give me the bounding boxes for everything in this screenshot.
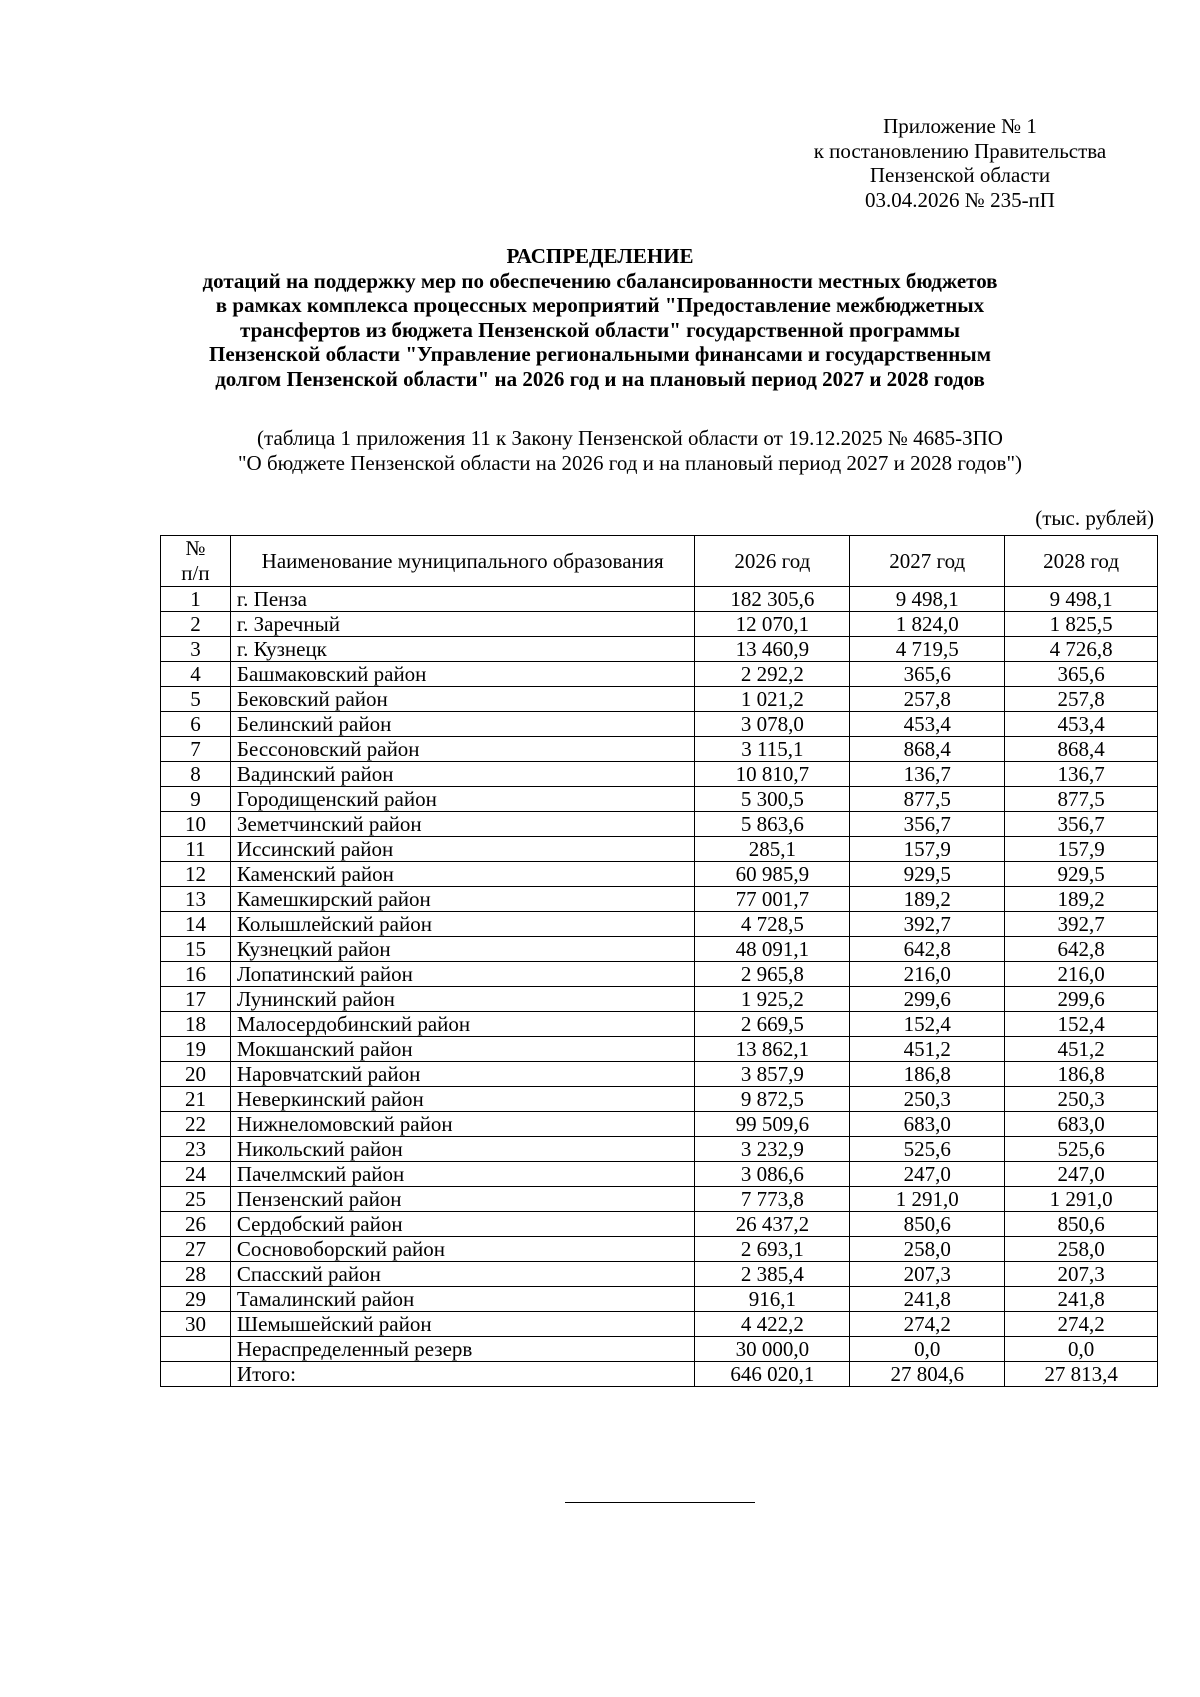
row-municipality: Вадинский район: [230, 762, 695, 787]
table-row: [161, 1362, 1158, 1387]
appendix-line-2: к постановлению Правительства: [813, 138, 1107, 163]
row-municipality: Колышлейский район: [230, 912, 695, 937]
row-value-2028: 250,3: [1005, 1087, 1158, 1112]
row-municipality: г. Заречный: [230, 612, 695, 637]
table-row: [161, 762, 1158, 787]
row-value-2028: 365,6: [1005, 662, 1158, 687]
row-value-2027: 299,6: [850, 987, 1005, 1012]
table-row: [161, 1037, 1158, 1062]
row-value-2028: 247,0: [1005, 1162, 1158, 1187]
table-row: [161, 737, 1158, 762]
appendix-line-3: Пензенской области: [869, 163, 1051, 187]
row-number: [161, 1362, 231, 1387]
row-value-2027: 356,7: [850, 812, 1005, 837]
table-body: [161, 587, 1158, 1387]
table-row: [161, 712, 1158, 737]
row-municipality: Городищенский район: [230, 787, 695, 812]
header-number: [161, 536, 231, 587]
row-value-2027: 451,2: [850, 1037, 1005, 1062]
row-municipality: Никольский район: [230, 1137, 695, 1162]
row-value-2028: 453,4: [1005, 712, 1158, 737]
row-municipality: Неверкинский район: [230, 1087, 695, 1112]
row-value-2027: 241,8: [850, 1287, 1005, 1312]
table-row: [161, 787, 1158, 812]
row-value-2027: 1 824,0: [850, 612, 1005, 637]
table-row: [161, 962, 1158, 987]
end-divider: [565, 1502, 755, 1503]
row-value-2028: 683,0: [1005, 1112, 1158, 1137]
table-row: [161, 812, 1158, 837]
row-value-2027: 642,8: [850, 937, 1005, 962]
row-value-2026: 13 862,1: [695, 1037, 850, 1062]
row-municipality: Лунинский район: [230, 987, 695, 1012]
row-number: 28: [161, 1262, 231, 1287]
appendix-line-4: 03.04.2026 № 235-пП: [865, 187, 1055, 212]
row-value-2027: 365,6: [850, 662, 1005, 687]
row-municipality: Сердобский район: [230, 1212, 695, 1237]
row-value-2027: 247,0: [850, 1162, 1005, 1187]
row-value-2027: 157,9: [850, 837, 1005, 862]
row-value-2026: 9 872,5: [695, 1087, 850, 1112]
row-number: 25: [161, 1187, 231, 1212]
row-number: 17: [161, 987, 231, 1012]
row-municipality: Нижнеломовский район: [230, 1112, 695, 1137]
row-value-2027: 250,3: [850, 1087, 1005, 1112]
header-number-line-1: №: [185, 536, 206, 560]
row-value-2026: 646 020,1: [695, 1362, 850, 1387]
row-number: 5: [161, 687, 231, 712]
row-value-2026: 2 965,8: [695, 962, 850, 987]
row-value-2026: 182 305,6: [695, 587, 850, 612]
row-value-2026: 1 021,2: [695, 687, 850, 712]
row-municipality: Шемышейский район: [230, 1312, 695, 1337]
heading-line-1: дотаций на поддержку мер по обеспечению сбалансированности местных бюджетов: [202, 268, 998, 293]
row-value-2026: 2 292,2: [695, 662, 850, 687]
table-row: [161, 1087, 1158, 1112]
source-reference: [150, 426, 1110, 475]
row-municipality: Спасский район: [230, 1262, 695, 1287]
row-number: 4: [161, 662, 231, 687]
row-number: 21: [161, 1087, 231, 1112]
row-number: 26: [161, 1212, 231, 1237]
row-value-2028: 157,9: [1005, 837, 1158, 862]
table-row: [161, 1312, 1158, 1337]
row-value-2027: 258,0: [850, 1237, 1005, 1262]
table-row: [161, 1112, 1158, 1137]
row-municipality: Иссинский район: [230, 837, 695, 862]
row-value-2027: 216,0: [850, 962, 1005, 987]
row-number: 12: [161, 862, 231, 887]
table-row: [161, 612, 1158, 637]
row-value-2028: 216,0: [1005, 962, 1158, 987]
row-value-2026: 916,1: [695, 1287, 850, 1312]
row-number: 6: [161, 712, 231, 737]
table-row: [161, 1187, 1158, 1212]
row-value-2027: 186,8: [850, 1062, 1005, 1087]
row-value-2026: 99 509,6: [695, 1112, 850, 1137]
header-2026: 2026 год: [695, 536, 850, 587]
row-value-2026: 60 985,9: [695, 862, 850, 887]
row-value-2026: 5 300,5: [695, 787, 850, 812]
row-municipality: г. Пенза: [230, 587, 695, 612]
row-value-2027: 525,6: [850, 1137, 1005, 1162]
table-row: [161, 937, 1158, 962]
row-value-2028: 0,0: [1005, 1337, 1158, 1362]
row-value-2028: 356,7: [1005, 812, 1158, 837]
table-row: [161, 1337, 1158, 1362]
row-value-2028: 4 726,8: [1005, 637, 1158, 662]
row-number: 10: [161, 812, 231, 837]
row-value-2028: 1 291,0: [1005, 1187, 1158, 1212]
row-value-2027: 152,4: [850, 1012, 1005, 1037]
row-municipality: Итого:: [230, 1362, 695, 1387]
table-row: [161, 862, 1158, 887]
row-municipality: Пачелмский район: [230, 1162, 695, 1187]
row-municipality: Пензенский район: [230, 1187, 695, 1212]
row-value-2027: 929,5: [850, 862, 1005, 887]
row-value-2028: 257,8: [1005, 687, 1158, 712]
row-municipality: Каменский район: [230, 862, 695, 887]
row-value-2026: 1 925,2: [695, 987, 850, 1012]
table-row: [161, 637, 1158, 662]
heading-line-4: Пензенской области "Управление региональными финансами и государственным: [208, 342, 991, 366]
header-2028: 2028 год: [1005, 536, 1158, 587]
table-row: [161, 1137, 1158, 1162]
row-value-2028: 868,4: [1005, 737, 1158, 762]
appendix-line-1: Приложение № 1: [883, 114, 1037, 138]
row-value-2026: 4 728,5: [695, 912, 850, 937]
row-value-2026: 285,1: [695, 837, 850, 862]
row-number: 27: [161, 1237, 231, 1262]
row-value-2028: 877,5: [1005, 787, 1158, 812]
row-value-2026: 5 863,6: [695, 812, 850, 837]
row-value-2027: 0,0: [850, 1337, 1005, 1362]
distribution-table: [160, 535, 1158, 1387]
table-row: [161, 1237, 1158, 1262]
row-value-2026: 2 385,4: [695, 1262, 850, 1287]
row-value-2026: 13 460,9: [695, 637, 850, 662]
row-value-2028: 929,5: [1005, 862, 1158, 887]
row-number: 23: [161, 1137, 231, 1162]
heading-line-3: трансфертов из бюджета Пензенской области" государственной программы: [240, 317, 960, 342]
row-number: 7: [161, 737, 231, 762]
table-header-row: [161, 536, 1158, 587]
row-value-2027: 877,5: [850, 787, 1005, 812]
row-value-2026: 26 437,2: [695, 1212, 850, 1237]
row-value-2026: 12 070,1: [695, 612, 850, 637]
row-number: 22: [161, 1112, 231, 1137]
row-municipality: Сосновоборский район: [230, 1237, 695, 1262]
table-row: [161, 987, 1158, 1012]
row-value-2028: 27 813,4: [1005, 1362, 1158, 1387]
table-row: [161, 1262, 1158, 1287]
row-municipality: Башмаковский район: [230, 662, 695, 687]
row-municipality: Лопатинский район: [230, 962, 695, 987]
document-title: РАСПРЕДЕЛЕНИЕ: [506, 244, 694, 268]
row-value-2026: 4 422,2: [695, 1312, 850, 1337]
row-number: 11: [161, 837, 231, 862]
row-value-2027: 392,7: [850, 912, 1005, 937]
row-municipality: Наровчатский район: [230, 1062, 695, 1087]
row-number: 3: [161, 637, 231, 662]
row-value-2026: 30 000,0: [695, 1337, 850, 1362]
row-value-2028: 451,2: [1005, 1037, 1158, 1062]
table-row: [161, 887, 1158, 912]
row-value-2026: 10 810,7: [695, 762, 850, 787]
table-row: [161, 837, 1158, 862]
header-number-line-2: п/п: [181, 561, 210, 585]
header-municipality: Наименование муниципального образования: [230, 536, 695, 587]
row-value-2027: 683,0: [850, 1112, 1005, 1137]
row-municipality: г. Кузнецк: [230, 637, 695, 662]
row-value-2027: 207,3: [850, 1262, 1005, 1287]
row-value-2026: 3 857,9: [695, 1062, 850, 1087]
row-value-2027: 136,7: [850, 762, 1005, 787]
row-value-2028: 274,2: [1005, 1312, 1158, 1337]
row-value-2027: 1 291,0: [850, 1187, 1005, 1212]
row-value-2027: 27 804,6: [850, 1362, 1005, 1387]
row-value-2026: 7 773,8: [695, 1187, 850, 1212]
row-value-2028: 299,6: [1005, 987, 1158, 1012]
row-value-2027: 4 719,5: [850, 637, 1005, 662]
units-label: (тыс. рублей): [1035, 506, 1154, 530]
table-row: [161, 587, 1158, 612]
row-value-2028: 152,4: [1005, 1012, 1158, 1037]
row-value-2028: 392,7: [1005, 912, 1158, 937]
row-number: 16: [161, 962, 231, 987]
row-value-2026: 3 232,9: [695, 1137, 850, 1162]
row-value-2026: 48 091,1: [695, 937, 850, 962]
row-value-2028: 186,8: [1005, 1062, 1158, 1087]
row-value-2026: 3 115,1: [695, 737, 850, 762]
row-municipality: Белинский район: [230, 712, 695, 737]
row-number: [161, 1337, 231, 1362]
row-value-2027: 189,2: [850, 887, 1005, 912]
row-number: 9: [161, 787, 231, 812]
row-value-2026: 3 086,6: [695, 1162, 850, 1187]
row-value-2028: 525,6: [1005, 1137, 1158, 1162]
row-value-2027: 257,8: [850, 687, 1005, 712]
row-municipality: Тамалинский район: [230, 1287, 695, 1312]
row-number: 14: [161, 912, 231, 937]
source-line-1: (таблица 1 приложения 11 к Закону Пензенской области от 19.12.2025 № 4685-ЗПО: [257, 426, 1003, 450]
row-value-2028: 258,0: [1005, 1237, 1158, 1262]
table-row: [161, 912, 1158, 937]
row-number: 15: [161, 937, 231, 962]
row-value-2028: 850,6: [1005, 1212, 1158, 1237]
row-value-2028: 136,7: [1005, 762, 1158, 787]
row-municipality: Бековский район: [230, 687, 695, 712]
table-row: [161, 1062, 1158, 1087]
row-value-2027: 453,4: [850, 712, 1005, 737]
table-row: [161, 662, 1158, 687]
row-number: 18: [161, 1012, 231, 1037]
row-number: 1: [161, 587, 231, 612]
document-heading: [150, 244, 1050, 391]
row-number: 29: [161, 1287, 231, 1312]
row-value-2027: 9 498,1: [850, 587, 1005, 612]
row-value-2026: 2 693,1: [695, 1237, 850, 1262]
row-municipality: Мокшанский район: [230, 1037, 695, 1062]
row-municipality: Бессоновский район: [230, 737, 695, 762]
row-value-2026: 2 669,5: [695, 1012, 850, 1037]
row-number: 24: [161, 1162, 231, 1187]
row-number: 2: [161, 612, 231, 637]
heading-line-2: в рамках комплекса процессных мероприятий "Предоставление межбюджетных: [215, 293, 985, 317]
row-value-2027: 850,6: [850, 1212, 1005, 1237]
source-line-2: "О бюджете Пензенской области на 2026 год и на плановый период 2027 и 2028 годов"): [237, 450, 1023, 475]
row-number: 30: [161, 1312, 231, 1337]
row-number: 13: [161, 887, 231, 912]
table-row: [161, 1287, 1158, 1312]
row-value-2028: 9 498,1: [1005, 587, 1158, 612]
row-municipality: Кузнецкий район: [230, 937, 695, 962]
row-value-2028: 207,3: [1005, 1262, 1158, 1287]
table-row: [161, 1212, 1158, 1237]
row-number: 20: [161, 1062, 231, 1087]
table-row: [161, 687, 1158, 712]
table-row: [161, 1162, 1158, 1187]
row-value-2028: 642,8: [1005, 937, 1158, 962]
row-municipality: Нераспределенный резерв: [230, 1337, 695, 1362]
table-row: [161, 1012, 1158, 1037]
row-municipality: Земетчинский район: [230, 812, 695, 837]
row-value-2028: 241,8: [1005, 1287, 1158, 1312]
header-2027: 2027 год: [850, 536, 1005, 587]
row-municipality: Камешкирский район: [230, 887, 695, 912]
row-value-2028: 1 825,5: [1005, 612, 1158, 637]
row-value-2027: 274,2: [850, 1312, 1005, 1337]
row-value-2026: 3 078,0: [695, 712, 850, 737]
row-value-2027: 868,4: [850, 737, 1005, 762]
row-value-2026: 77 001,7: [695, 887, 850, 912]
row-value-2028: 189,2: [1005, 887, 1158, 912]
row-number: 19: [161, 1037, 231, 1062]
heading-line-5: долгом Пензенской области" на 2026 год и на плановый период 2027 и 2028 годов: [215, 366, 985, 391]
row-municipality: Малосердобинский район: [230, 1012, 695, 1037]
row-number: 8: [161, 762, 231, 787]
appendix-reference: [760, 114, 1160, 212]
